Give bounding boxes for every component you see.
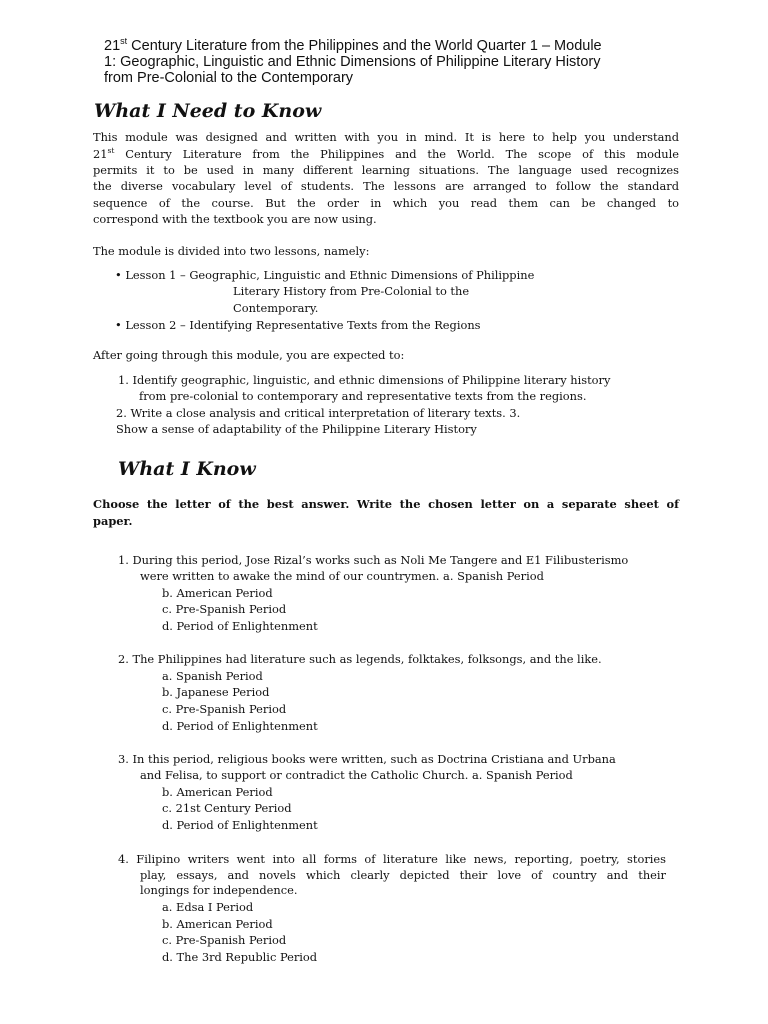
question-4-option-a: a. Edsa I Period [162,900,254,914]
question-3-line-1: 3. In this period, religious books were written, such as Doctrina Cristiana and Urbana [118,752,616,766]
module-header [104,38,684,86]
question-3-option-d: d. Period of Enlightenment [162,818,318,832]
expectations-intro: After going through this module, you are expected to: [93,348,405,362]
objective-3: Show a sense of adaptability of the Philippine Literary History [116,422,477,436]
intro-line-5: sequence of the course. But the order in which you read them can be changed to [93,196,679,210]
question-1-option-d: d. Period of Enlightenment [162,619,318,633]
objective-1-line-1: 1. Identify geographic, linguistic, and ethnic dimensions of Philippine literary history [118,373,611,387]
question-3-line-2: and Felisa, to support or contradict the Catholic Church. a. Spanish Period [140,768,573,782]
question-4-line-1: 4. Filipino writers went into all forms of literature like news, reporting, poetry, stories [118,852,666,866]
question-1-option-b: b. American Period [162,586,273,600]
question-4-option-b: b. American Period [162,917,273,931]
intro-ordinal-suffix: st [107,146,115,156]
question-4-option-d: d. The 3rd Republic Period [162,950,318,964]
question-2-option-b: b. Japanese Period [162,685,270,699]
lesson-2: • Lesson 2 – Identifying Representative Texts from the Regions [115,318,481,332]
question-4-option-c: c. Pre-Spanish Period [162,933,287,947]
question-4-line-3: longings for independence. [140,883,298,897]
question-1-line-2: were written to awake the mind of our countrymen. a. Spanish Period [140,569,544,583]
objective-1-line-2: from pre-colonial to contemporary and representative texts from the regions. [139,389,587,403]
question-2-option-c: c. Pre-Spanish Period [162,702,287,716]
objective-2: 2. Write a close analysis and critical interpretation of literary texts. 3. [116,406,521,420]
intro-line-3: permits it to be used in many different learning situations. The language used recognizes [93,163,679,177]
header-line-1-text: Century Literature from the Philippines and the World Quarter 1 – Module [127,38,602,54]
header-line-3: from Pre-Colonial to the Contemporary [104,70,354,86]
what-i-need-to-know-heading: What I Need to Know [94,100,322,122]
question-4-line-2: play, essays, and novels which clearly depicted their love of country and their [140,868,666,882]
instruction-line-1: Choose the letter of the best answer. Write the chosen letter on a separate sheet of [93,497,679,511]
lesson-1-line-3: Contemporary. [233,301,319,315]
intro-ordinal: 21 [93,147,108,161]
instruction-line-2: paper. [93,514,133,528]
question-2-option-d: d. Period of Enlightenment [162,719,318,733]
lessons-intro: The module is divided into two lessons, namely: [93,244,370,258]
question-2-option-a: a. Spanish Period [162,669,263,683]
intro-line-2-text: Century Literature from the Philippines and the World. The scope of this module [114,147,679,161]
intro-line-1: This module was designed and written with you in mind. It is here to help you understand [93,130,679,144]
what-i-know-heading: What I Know [118,458,256,480]
header-ordinal-suffix: st [120,36,128,47]
header-ordinal: 21 [104,38,121,54]
question-3-option-b: b. American Period [162,785,273,799]
question-1-line-1: 1. During this period, Jose Rizal’s works such as Noli Me Tangere and E1 Filibusterismo [118,553,629,567]
question-2-line-1: 2. The Philippines had literature such as legends, folktakes, folksongs, and the like. [118,652,602,666]
lesson-1-line-2: Literary History from Pre-Colonial to the [233,284,470,298]
lesson-1-line-1: • Lesson 1 – Geographic, Linguistic and Ethnic Dimensions of Philippine [115,268,535,282]
question-3-option-c: c. 21st Century Period [162,801,292,815]
header-line-2: 1: Geographic, Linguistic and Ethnic Dimensions of Philippine Literary History [104,54,601,70]
intro-line-2 [93,146,679,163]
question-1-option-c: c. Pre-Spanish Period [162,602,287,616]
header-line-1 [104,38,684,54]
intro-line-6: correspond with the textbook you are now using. [93,212,377,226]
intro-line-4: the diverse vocabulary level of students. The lessons are arranged to follow the standard [93,179,679,193]
